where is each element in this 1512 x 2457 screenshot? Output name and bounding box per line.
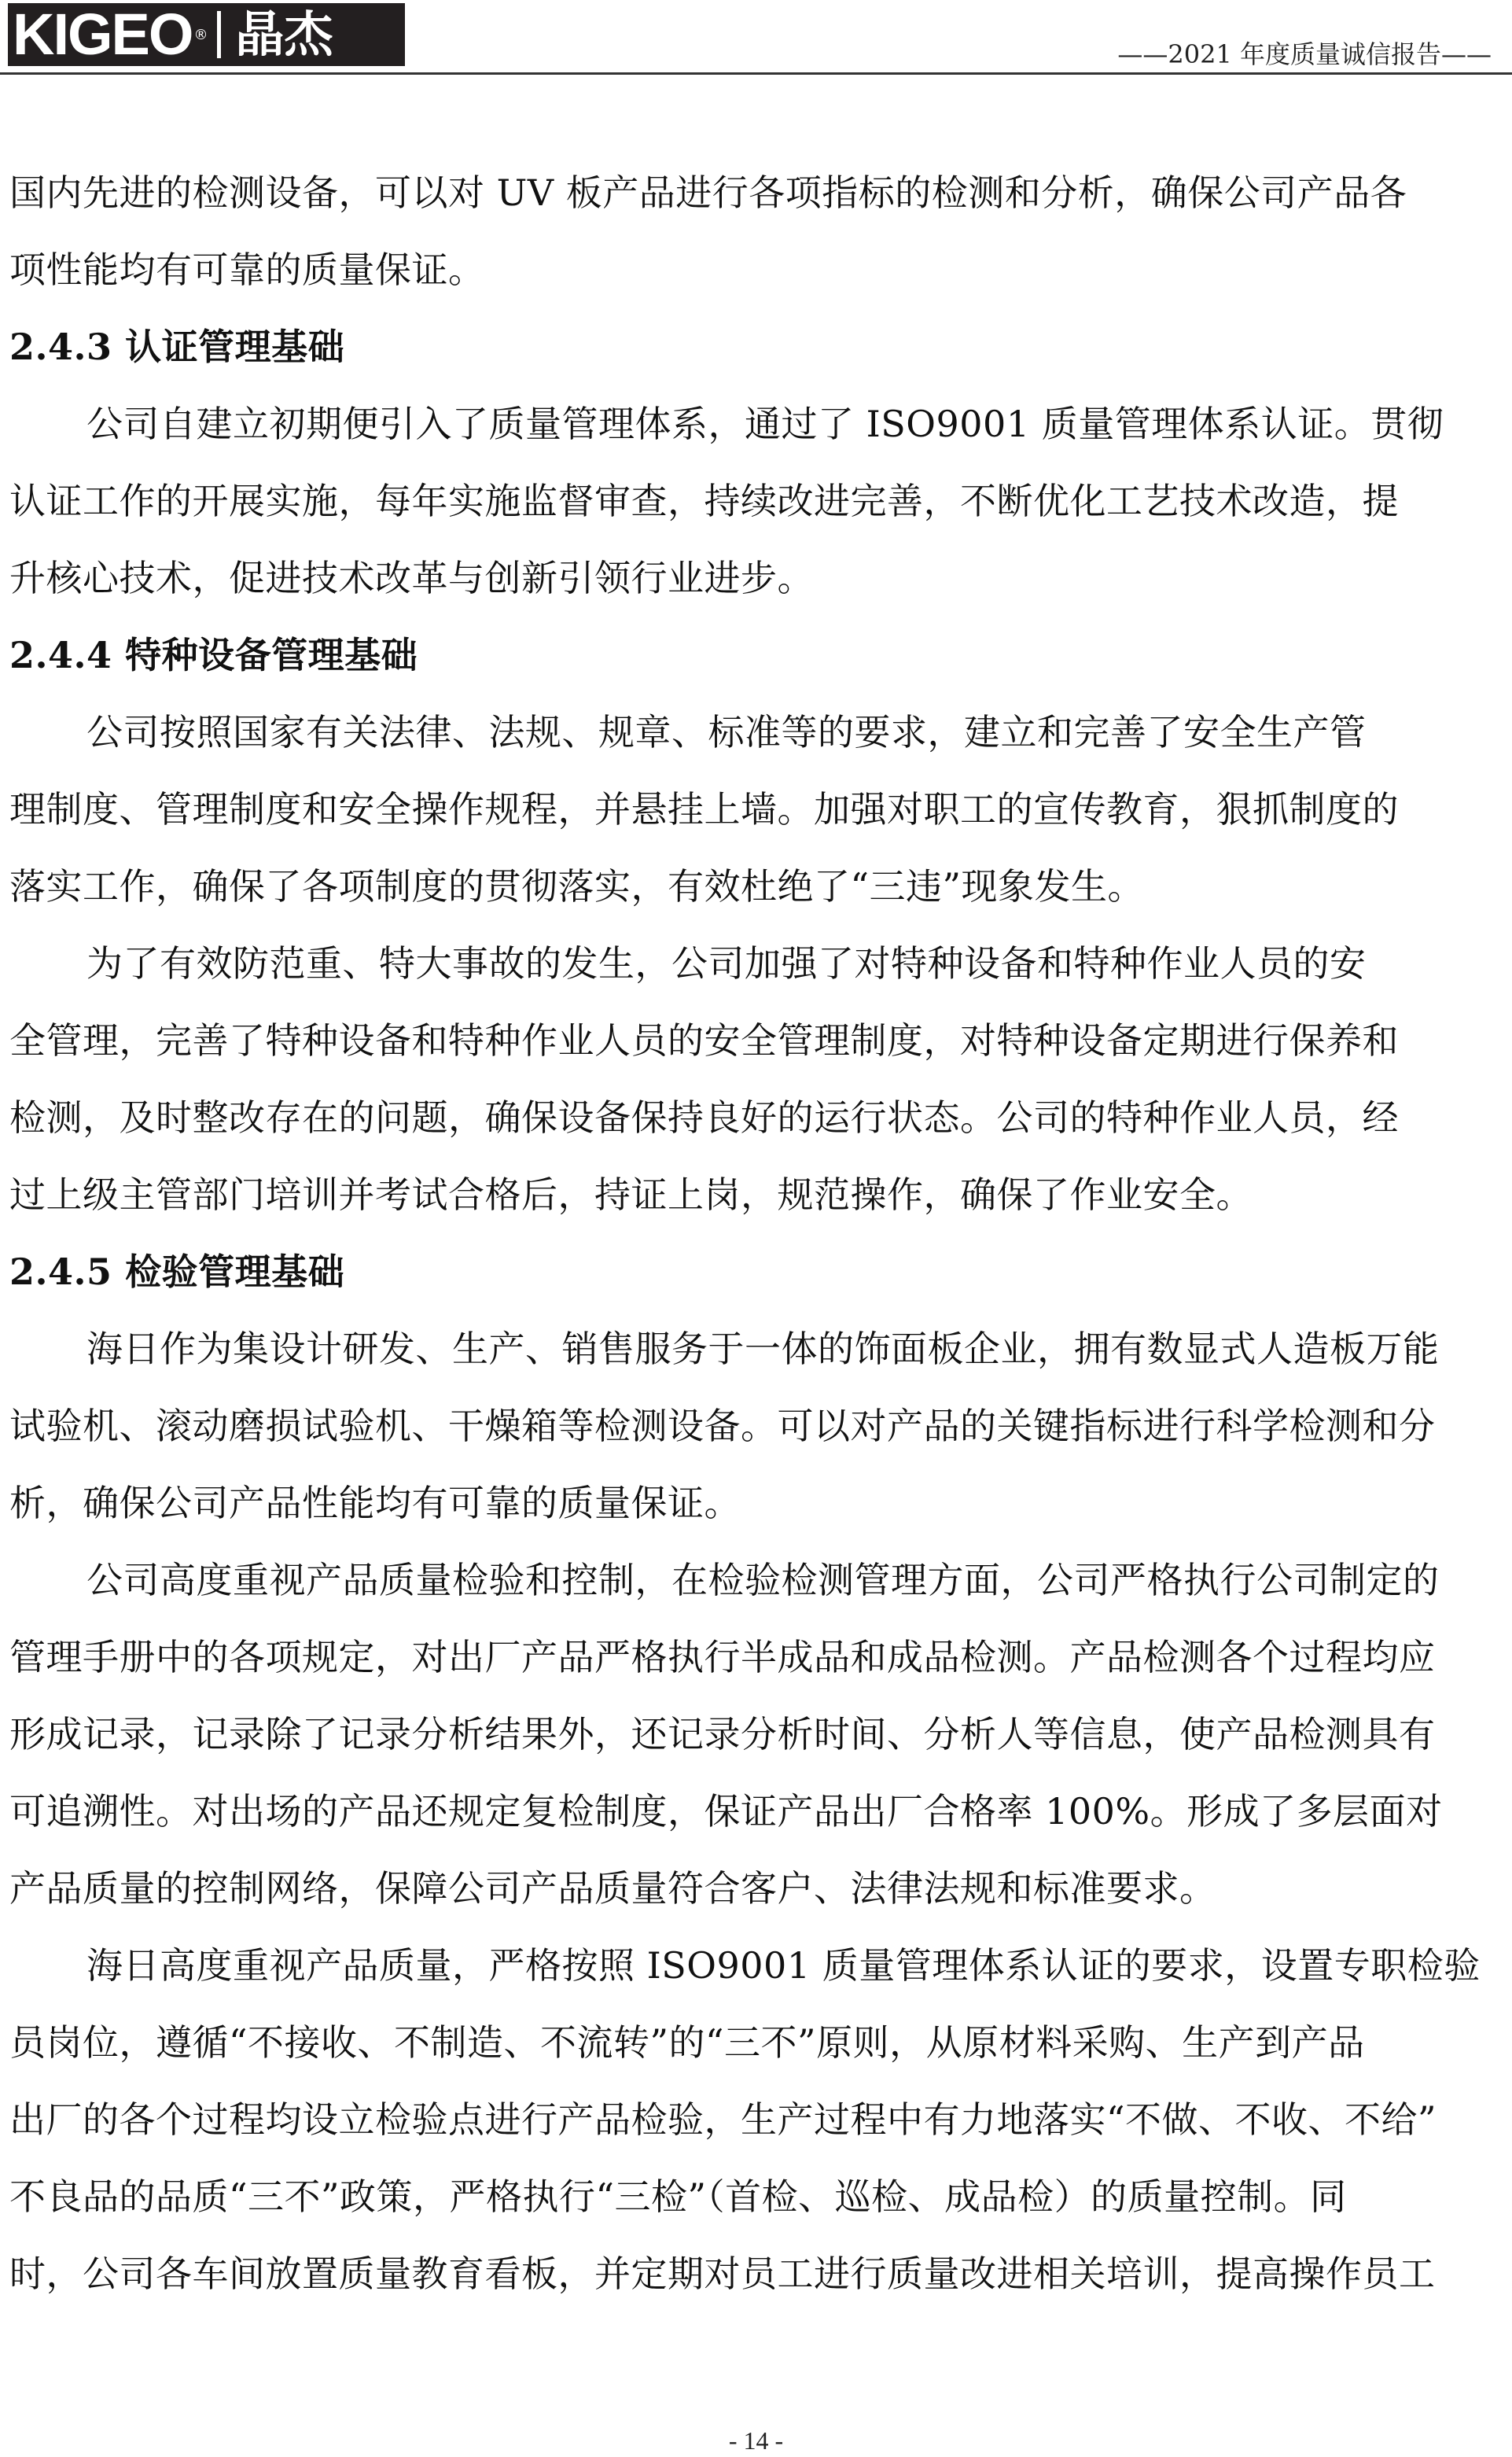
logo-block [8, 3, 405, 66]
text-line: 管理手册中的各项规定，对出厂产品严格执行半成品和成品检测。产品检测各个过程均应 [9, 1636, 1436, 1678]
section-heading: 2.4.3 认证管理基础 [9, 326, 345, 368]
text-line: 员岗位，遵循“不接收、不制造、不流转”的“三不”原则，从原材料采购、生产到产品 [9, 2021, 1365, 2064]
text-line: 出厂的各个过程均设立检验点进行产品检验，生产过程中有力地落实“不做、不收、不给” [9, 2098, 1437, 2141]
logo-divider [217, 11, 221, 58]
section-heading: 2.4.4 特种设备管理基础 [9, 634, 418, 676]
text-line: 析，确保公司产品性能均有可靠的质量保证。 [9, 1482, 741, 1524]
page-number: - 14 - [728, 2426, 784, 2455]
section-heading: 2.4.5 检验管理基础 [9, 1251, 345, 1293]
text-line: 理制度、管理制度和安全操作规程，并悬挂上墙。加强对职工的宣传教育，狠抓制度的 [9, 788, 1399, 831]
text-line: 海日作为集设计研发、生产、销售服务于一体的饰面板企业，拥有数显式人造板万能 [86, 1328, 1440, 1370]
company-logo [8, 3, 405, 66]
text-line: 升核心技术，促进技术改革与创新引领行业进步。 [9, 557, 814, 599]
text-line: 公司自建立初期便引入了质量管理体系，通过了 ISO9001 质量管理体系认证。贯彻 [86, 403, 1444, 445]
text-line: 不良品的品质“三不”政策，严格执行“三检”（首检、巡检、成品检）的质量控制。同 [9, 2175, 1347, 2218]
text-line: 公司按照国家有关法律、法规、规章、标准等的要求，建立和完善了安全生产管 [86, 711, 1367, 753]
text-line: 产品质量的控制网络，保障公司产品质量符合客户、法律法规和标准要求。 [9, 1867, 1216, 1910]
text-line: 试验机、滚动磨损试验机、干燥箱等检测设备。可以对产品的关键指标进行科学检测和分 [9, 1405, 1436, 1447]
text-line: 形成记录，记录除了记录分析结果外，还记录分析时间、分析人等信息，使产品检测具有 [9, 1713, 1436, 1755]
text-line: 落实工作，确保了各项制度的贯彻落实，有效杜绝了“三违”现象发生。 [9, 865, 1145, 908]
text-line: 海日高度重视产品质量，严格按照 ISO9001 质量管理体系认证的要求，设置专职检验 [86, 1944, 1481, 1987]
text-line: 项性能均有可靠的质量保证。 [9, 249, 485, 291]
text-line: 检测，及时整改存在的问题，确保设备保持良好的运行状态。公司的特种作业人员，经 [9, 1096, 1399, 1139]
text-line: 公司高度重视产品质量检验和控制，在检验检测管理方面，公司严格执行公司制定的 [86, 1559, 1440, 1601]
text-line: 时，公司各车间放置质量教育看板，并定期对员工进行质量改进相关培训，提高操作员工 [9, 2253, 1436, 2295]
text-line: 可追溯性。对出场的产品还规定复检制度，保证产品出厂合格率 100%。形成了多层面对 [9, 1790, 1443, 1833]
text-line: 国内先进的检测设备，可以对 UV 板产品进行各项指标的检测和分析，确保公司产品各 [9, 171, 1407, 214]
document-body [9, 154, 1503, 2312]
text-line: 全管理，完善了特种设备和特种作业人员的安全管理制度，对特种设备定期进行保养和 [9, 1019, 1399, 1062]
report-title: ——2021 年度质量诚信报告—— [1117, 39, 1492, 69]
text-line: 为了有效防范重、特大事故的发生，公司加强了对特种设备和特种作业人员的安 [86, 942, 1367, 985]
header-divider [0, 72, 1512, 75]
logo-wordmark: KIGEO [13, 2, 193, 67]
logo-chinese-name: 晶杰 [235, 6, 333, 63]
text-line: 认证工作的开展实施，每年实施监督审查，持续改进完善，不断优化工艺技术改造，提 [9, 480, 1399, 522]
registered-mark: ® [193, 26, 208, 43]
text-line: 过上级主管部门培训并考试合格后，持证上岗，规范操作，确保了作业安全。 [9, 1173, 1253, 1216]
